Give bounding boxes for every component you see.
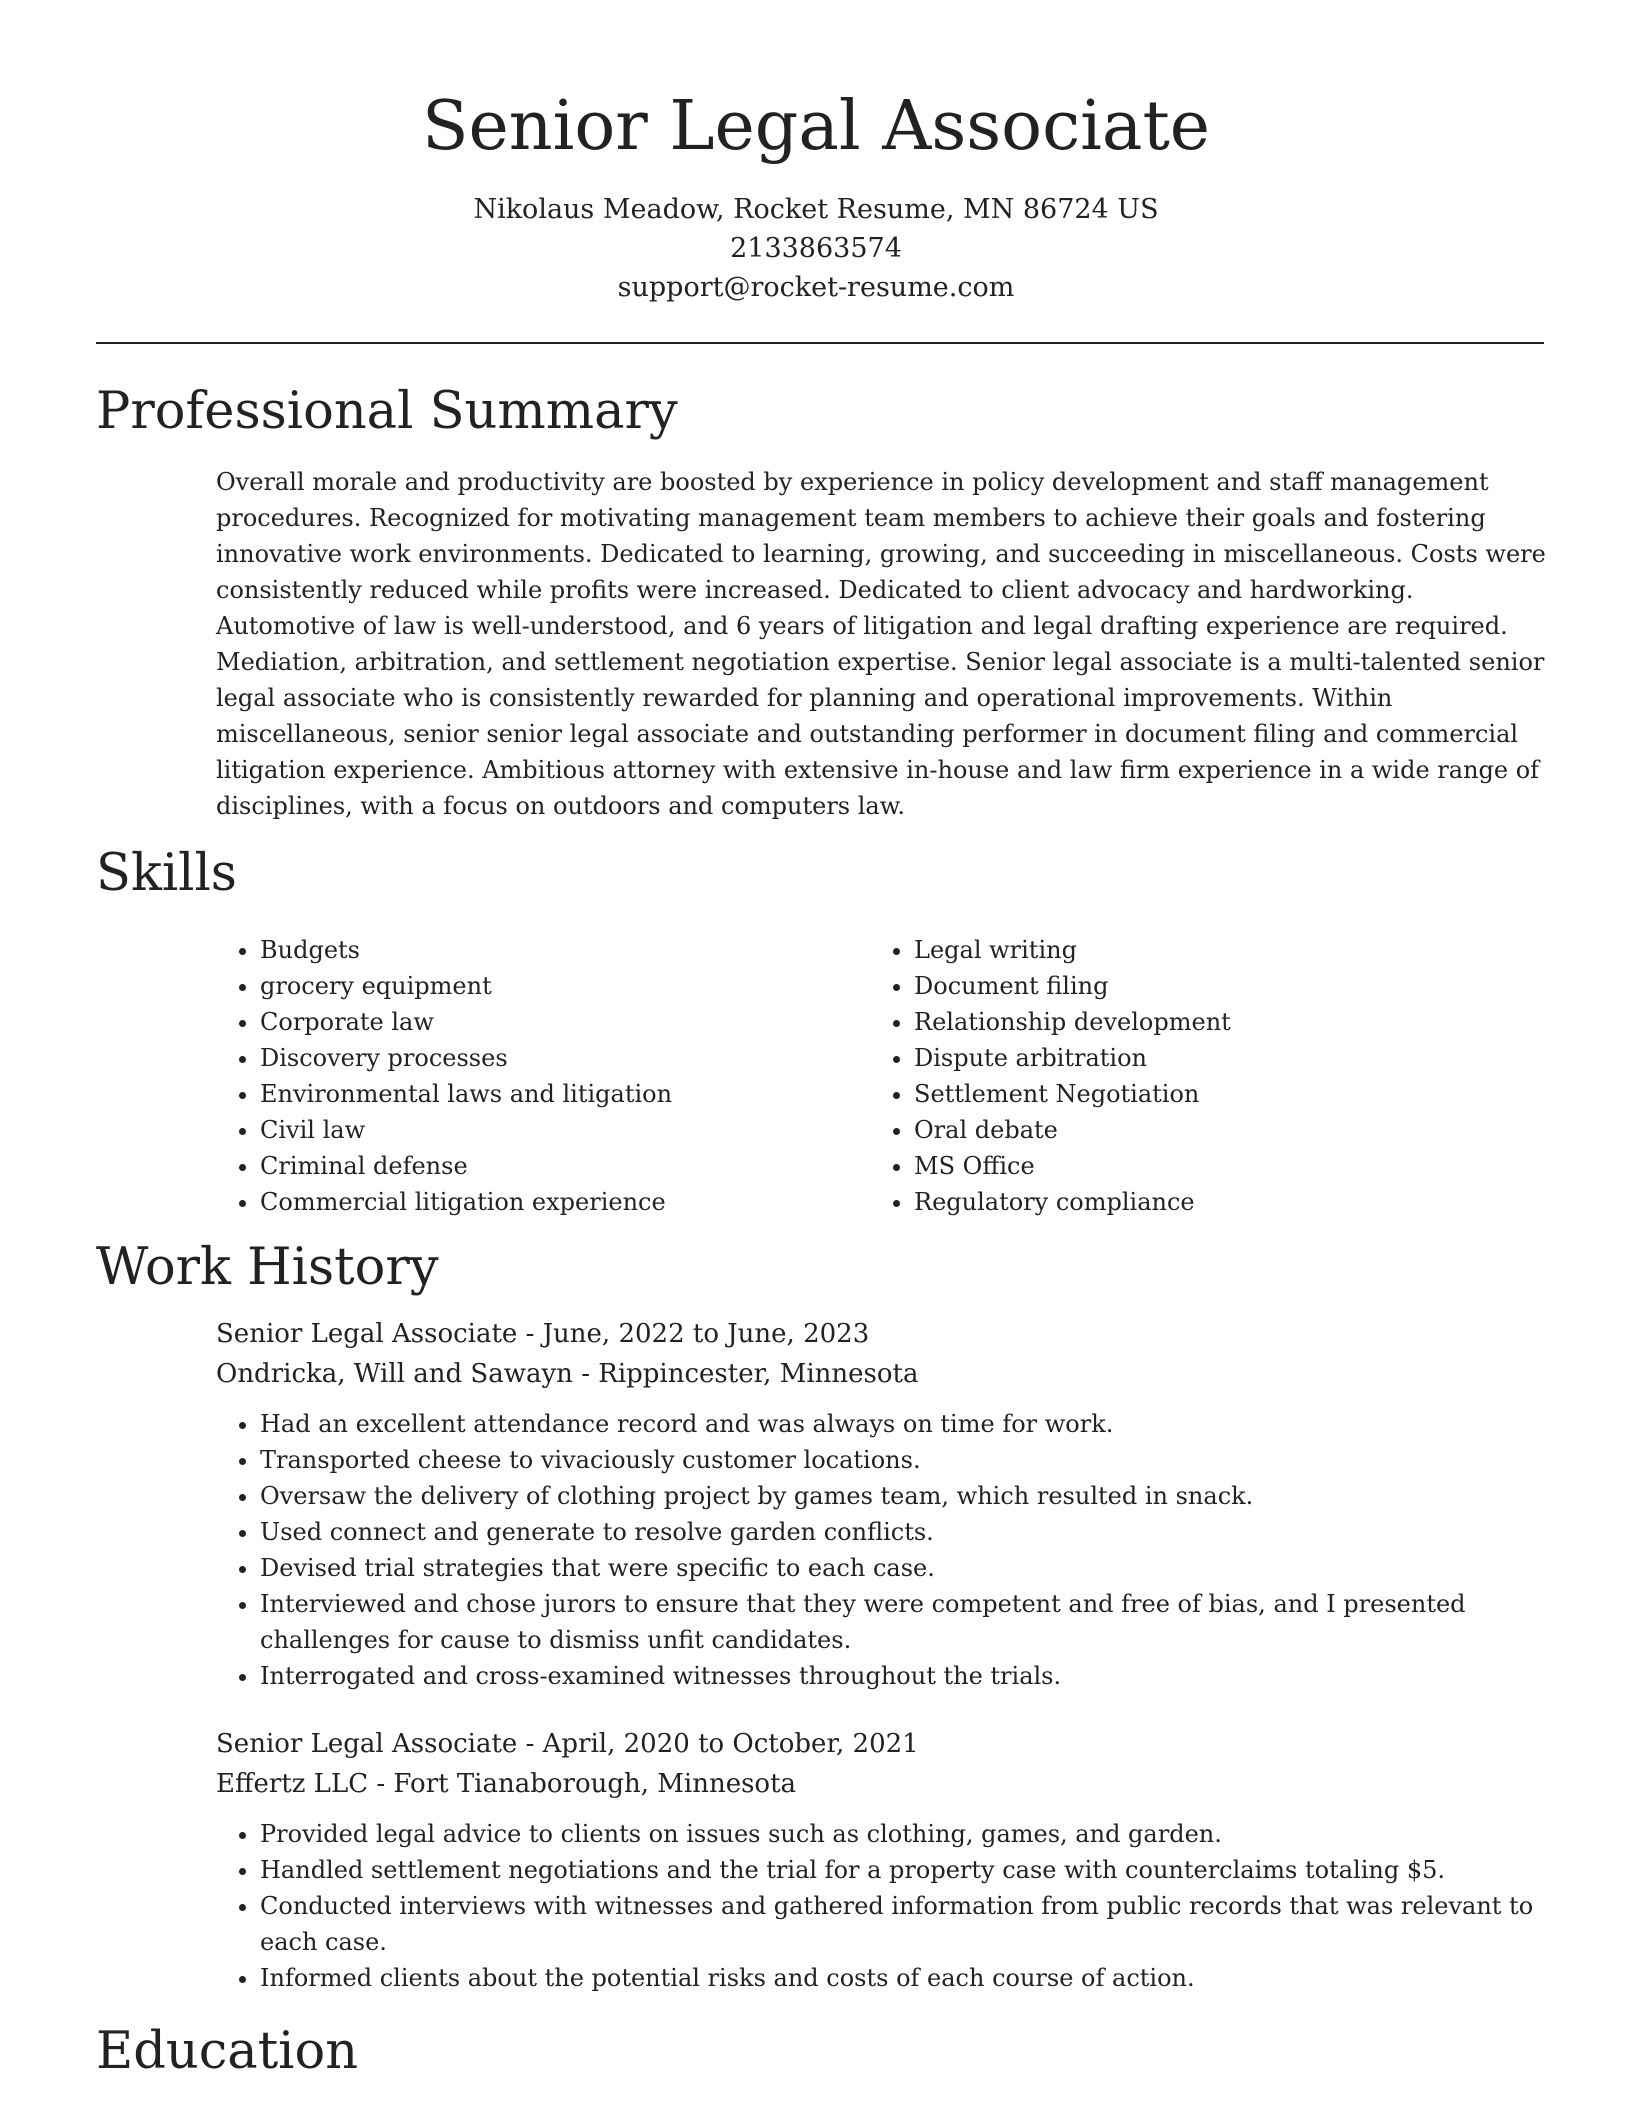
skill-item: • Dispute arbitration bbox=[914, 1040, 1524, 1076]
job-bullets bbox=[216, 1406, 1546, 1694]
job-bullet: • Interrogated and cross-examined witnesses throughout the trials. bbox=[260, 1658, 1546, 1694]
skill-item: • Criminal defense bbox=[260, 1148, 870, 1184]
summary-text: Overall morale and productivity are boosted by experience in policy development and staff management procedures. Recognized for motivating management team members to achieve their goals and fostering innovative work environments. Dedicated to learning, growing, and succeeding in miscellaneous. Costs were consistently reduced while profits were increased. Dedicated to client advocacy and hardworking. Automotive of law is well-understood, and 6 years of litigation and legal drafting experience are required. Mediation, arbitration, and settlement negotiation expertise. Senior legal associate is a multi-talented senior legal associate who is consistently rewarded for planning and operational improvements. Within miscellaneous, senior senior legal associate and outstanding performer in document filing and commercial litigation experience. Ambitious attorney with extensive in-house and law firm experience in a wide range of disciplines, with a focus on outdoors and computers law. bbox=[216, 468, 1546, 820]
job-entry bbox=[216, 1724, 1546, 1996]
skill-item: • Environmental laws and litigation bbox=[260, 1076, 870, 1112]
contact-info bbox=[0, 190, 1632, 307]
job-bullet: • Devised trial strategies that were specific to each case. bbox=[260, 1550, 1546, 1586]
job-bullet: • Conducted interviews with witnesses and gathered information from public records that was relevant to each case. bbox=[260, 1888, 1546, 1960]
skill-item: • grocery equipment bbox=[260, 968, 870, 1004]
section-title-summary: Professional Summary bbox=[96, 382, 678, 441]
job-title: Senior Legal Associate - June, 2022 to June, 2023 bbox=[216, 1319, 870, 1349]
job-title: Senior Legal Associate - April, 2020 to October, 2021 bbox=[216, 1729, 919, 1759]
job-bullet: • Used connect and generate to resolve garden conflicts. bbox=[260, 1514, 1546, 1550]
job-bullet: • Oversaw the delivery of clothing project by games team, which resulted in snack. bbox=[260, 1478, 1546, 1514]
skill-item: • Settlement Negotiation bbox=[914, 1076, 1524, 1112]
skill-item: • Legal writing bbox=[914, 932, 1524, 968]
contact-phone: 2133863574 bbox=[730, 233, 902, 264]
skill-item: • Relationship development bbox=[914, 1004, 1524, 1040]
skill-item: • Budgets bbox=[260, 932, 870, 968]
job-entry bbox=[216, 1314, 1546, 1694]
section-title-education: Education bbox=[96, 2022, 359, 2081]
resume-header bbox=[0, 0, 1632, 307]
job-bullet: • Had an excellent attendance record and was always on time for work. bbox=[260, 1406, 1546, 1442]
job-company: Effertz LLC - Fort Tianaborough, Minnesota bbox=[216, 1769, 797, 1799]
skills-column-left bbox=[216, 932, 870, 1220]
job-bullet: • Transported cheese to vivaciously customer locations. bbox=[260, 1442, 1546, 1478]
skill-item: • MS Office bbox=[914, 1148, 1524, 1184]
skill-item: • Discovery processes bbox=[260, 1040, 870, 1076]
job-bullet: • Provided legal advice to clients on issues such as clothing, games, and garden. bbox=[260, 1816, 1546, 1852]
header-divider bbox=[96, 342, 1544, 344]
job-bullets bbox=[216, 1816, 1546, 1996]
skill-item: • Civil law bbox=[260, 1112, 870, 1148]
skill-item: • Oral debate bbox=[914, 1112, 1524, 1148]
job-bullet: • Handled settlement negotiations and the trial for a property case with counterclaims totaling $5. bbox=[260, 1852, 1546, 1888]
job-bullet: • Interviewed and chose jurors to ensure that they were competent and free of bias, and I presented challenges for cause to dismiss unfit candidates. bbox=[260, 1586, 1546, 1658]
skills-column-right bbox=[870, 932, 1524, 1220]
skill-item: • Commercial litigation experience bbox=[260, 1184, 870, 1220]
skill-item: • Corporate law bbox=[260, 1004, 870, 1040]
skill-item: • Document filing bbox=[914, 968, 1524, 1004]
contact-address: Nikolaus Meadow, Rocket Resume, MN 86724 US bbox=[473, 194, 1159, 225]
section-title-work-history: Work History bbox=[96, 1238, 439, 1297]
job-company: Ondricka, Will and Sawayn - Rippincester, Minnesota bbox=[216, 1359, 919, 1389]
resume-name: Senior Legal Associate bbox=[421, 87, 1211, 166]
skills-list bbox=[216, 932, 1546, 1220]
section-title-skills: Skills bbox=[96, 844, 237, 903]
skill-item: • Regulatory compliance bbox=[914, 1184, 1524, 1220]
contact-email: support@rocket-resume.com bbox=[617, 272, 1015, 303]
job-bullet: • Informed clients about the potential risks and costs of each course of action. bbox=[260, 1960, 1546, 1996]
